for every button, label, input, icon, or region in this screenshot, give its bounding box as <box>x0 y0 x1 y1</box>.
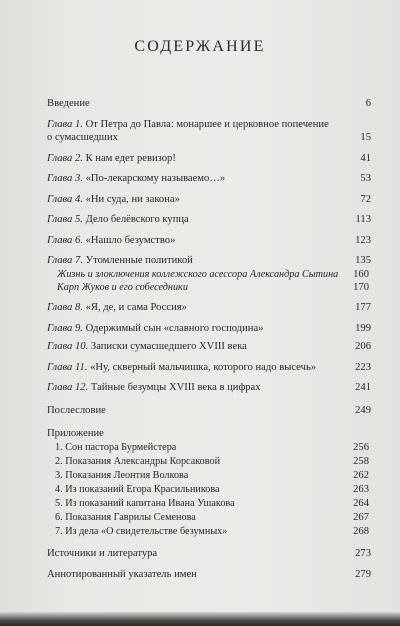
entry-title: 7. Из дела «О свидетельстве безумных» <box>55 526 228 537</box>
entry-page: 177 <box>355 302 371 313</box>
chapter-label: Глава 1. <box>47 119 83 130</box>
entry-page: 160 <box>353 269 369 280</box>
entry-page: 15 <box>360 132 371 143</box>
chapter-label: Глава 11. <box>47 362 88 373</box>
page-title: СОДЕРЖАНИЕ <box>134 38 266 55</box>
entry-title: Послесловие <box>47 405 106 416</box>
entry-title: Утомленные политикой <box>85 255 193 266</box>
entry-page: 256 <box>353 442 369 453</box>
entry-title: Приложение <box>47 428 104 439</box>
entry-page: 268 <box>353 526 369 537</box>
entry-title: 1. Сон пастора Бурмейстера <box>55 442 177 453</box>
entry-page: 249 <box>355 405 371 416</box>
entry-title: 5. Из показаний капитана Ивана Ушакова <box>55 498 235 509</box>
entry-title: Жизнь и злоключения коллежского асессора Александра Сытина <box>57 269 339 280</box>
entry-page: 41 <box>360 153 371 164</box>
chapter-label: Глава 12. <box>47 382 89 393</box>
chapter-label: Глава 3. <box>47 173 83 184</box>
chapter-label: Глава 7. <box>47 255 83 266</box>
entry-title: 6. Показания Гаврилы Семенова <box>55 512 196 523</box>
entry-page: 241 <box>355 382 371 393</box>
chapter-label: Глава 9. <box>47 323 83 334</box>
chapter-label: Глава 4. <box>47 194 83 205</box>
entry-title: Карп Жуков и его собеседники <box>57 282 188 293</box>
entry-page: 267 <box>353 512 369 523</box>
entry-page: 264 <box>353 498 369 509</box>
entry-title: 4. Из показаний Егора Красильникова <box>55 484 220 495</box>
entry-title: Источники и литература <box>47 548 158 559</box>
entry-page: 53 <box>360 173 371 184</box>
entry-title: Одержимый сын «славного господина» <box>85 323 264 334</box>
entry-page: 135 <box>355 255 371 266</box>
entry-page: 123 <box>355 235 371 246</box>
entry-title: «Я, де, и сама Россия» <box>85 302 187 313</box>
entry-title: 3. Показания Леонтия Волкова <box>55 470 189 481</box>
entry-title: Тайные безумцы XVIII века в цифрах <box>90 382 261 393</box>
entry-page: 113 <box>355 214 371 225</box>
entry-title: Записки сумасшедшего XVIII века <box>90 341 247 352</box>
entry-title: 2. Показания Александры Корсаковой <box>55 456 221 467</box>
entry-title-continued: о сумасшедших <box>47 132 118 143</box>
entry-page: 170 <box>353 282 369 293</box>
entry-title: Введение <box>47 98 90 109</box>
entry-title: Аннотированный указатель имен <box>47 569 197 580</box>
chapter-label: Глава 8. <box>47 302 83 313</box>
entry-page: 258 <box>353 456 369 467</box>
chapter-label: Глава 10. <box>47 341 89 352</box>
page-edge-shadow <box>0 612 400 626</box>
entry-title: От Петра до Павла: монаршее и церковное попечение <box>85 119 329 130</box>
entry-title: Дело белёвского купца <box>85 214 189 225</box>
entry-title: «Ну, скверный мальчишка, которого надо высечь» <box>90 362 317 373</box>
entry-title: «По-лекарскому называемо…» <box>85 173 226 184</box>
chapter-label: Глава 6. <box>47 235 83 246</box>
entry-page: 6 <box>365 98 371 109</box>
entry-page: 273 <box>355 548 371 559</box>
entry-page: 199 <box>355 323 371 334</box>
entry-title: К нам едет ревизор! <box>85 153 176 164</box>
entry-page: 263 <box>353 484 369 495</box>
entry-title: «Нашло безумство» <box>85 235 176 246</box>
chapter-label: Глава 2. <box>47 153 83 164</box>
entry-page: 262 <box>353 470 369 481</box>
chapter-label: Глава 5. <box>47 214 83 225</box>
entry-page: 206 <box>355 341 371 352</box>
entry-page: 72 <box>360 194 371 205</box>
entry-title: «Ни суда, ни закона» <box>85 194 180 205</box>
entry-page: 279 <box>355 569 371 580</box>
entry-page: 223 <box>355 362 371 373</box>
